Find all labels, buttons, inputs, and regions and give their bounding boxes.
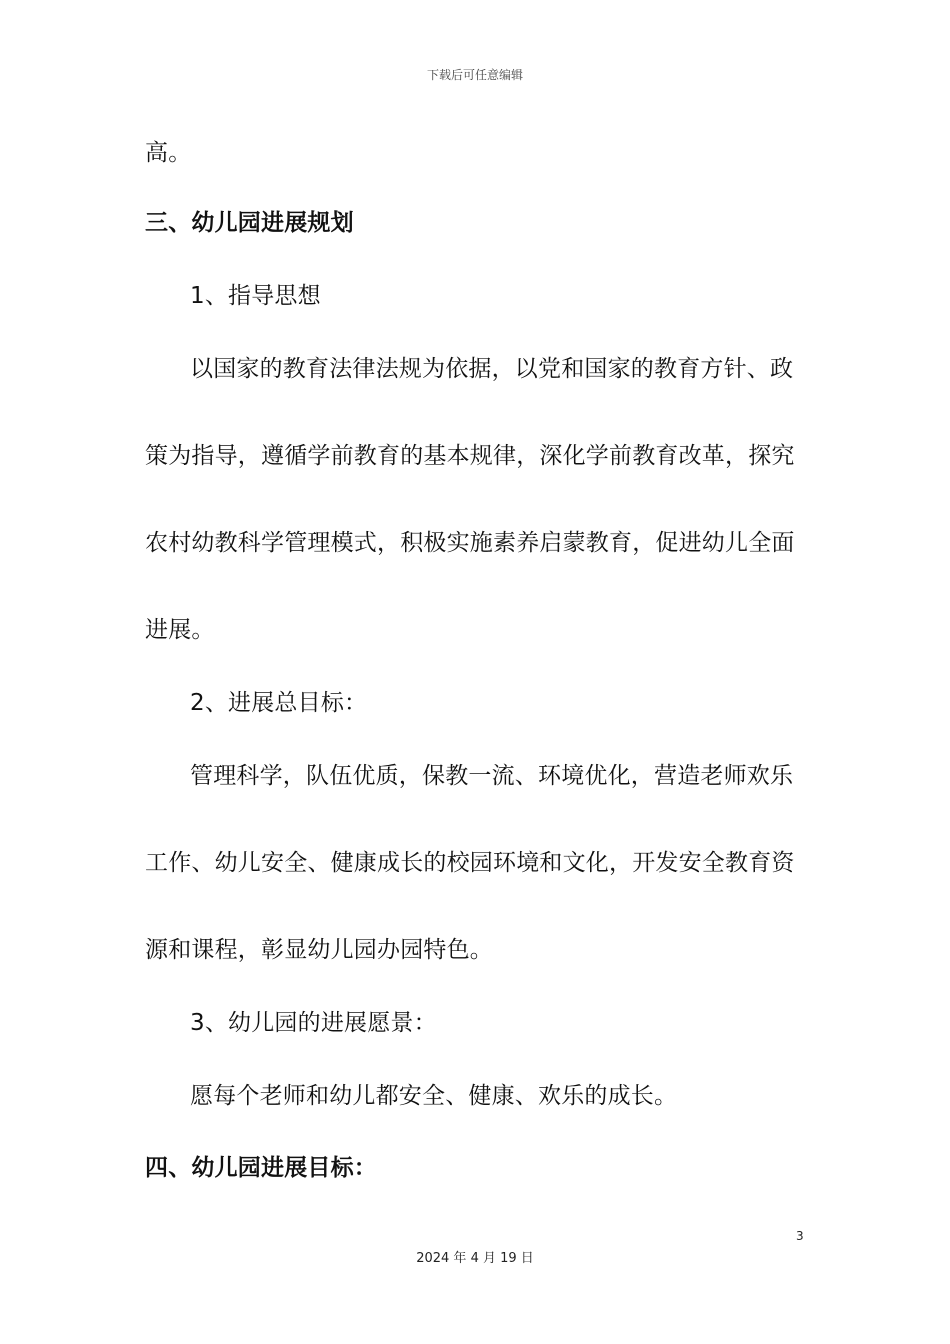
page-header: 下载后可任意编辑 [426,68,523,82]
subsection-heading: 2、进展总目标： [190,690,368,716]
paragraph-line: 农村幼教科学管理模式，积极实施素养启蒙教育，促进幼儿全面 [145,530,795,556]
paragraph-line: 以国家的教育法律法规为依据，以党和国家的教育方针、政 [190,356,794,382]
paragraph-line: 工作、幼儿安全、健康成长的校园环境和文化，开发安全教育资 [145,850,795,876]
subsection-heading: 3、幼儿园的进展愿景： [190,1010,437,1036]
footer-date: 2024 年 4 月 19 日 [416,1251,534,1266]
paragraph-line: 进展。 [145,617,215,643]
page-number: 3 [796,1229,804,1243]
section-heading: 四、幼儿园进展目标： [145,1155,377,1181]
paragraph-line: 管理科学，队伍优质，保教一流、环境优化，营造老师欢乐 [190,763,794,789]
paragraph-line: 愿每个老师和幼儿都安全、健康、欢乐的成长。 [190,1083,678,1109]
paragraph-line: 源和课程，彰显幼儿园办园特色。 [145,937,493,963]
paragraph-continuation: 高。 [145,140,192,166]
subsection-heading: 1、指导思想 [190,283,321,309]
section-heading: 三、幼儿园进展规划 [145,210,354,236]
paragraph-line: 策为指导，遵循学前教育的基本规律，深化学前教育改革，探究 [145,443,795,469]
